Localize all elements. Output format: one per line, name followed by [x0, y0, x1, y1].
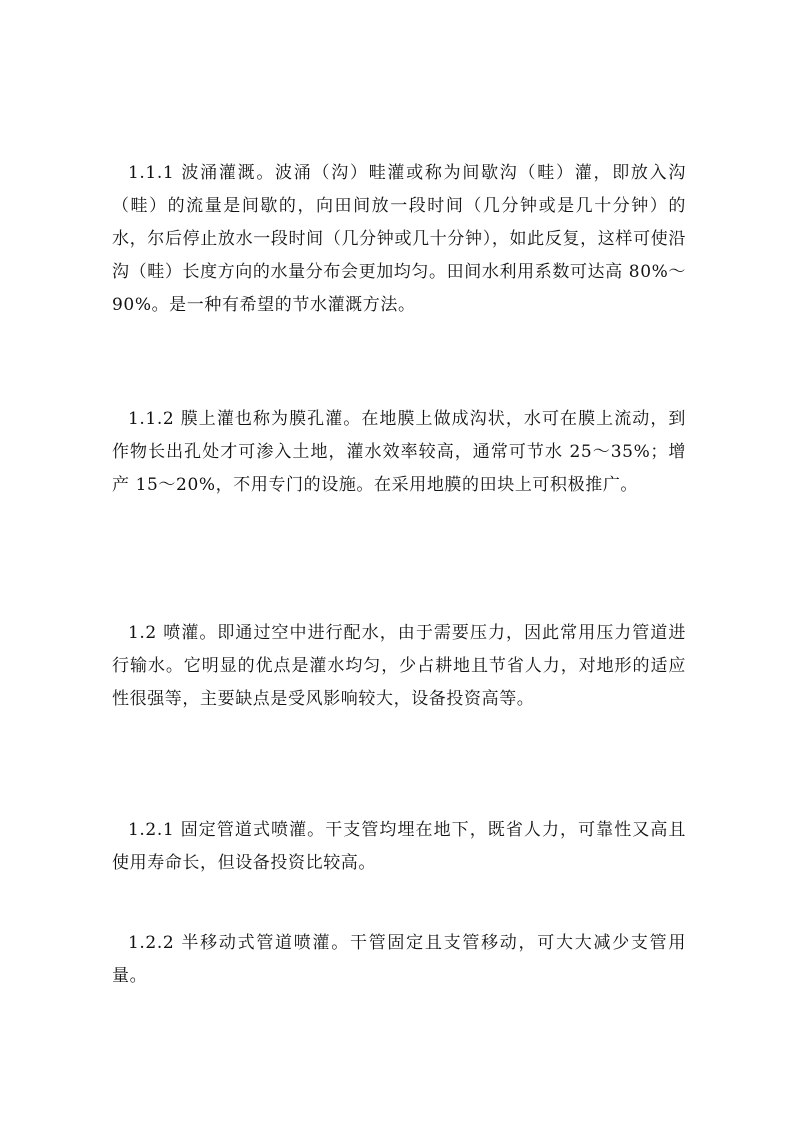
paragraph-1-1-2-film-irrigation: 1.1.2 膜上灌也称为膜孔灌。在地膜上做成沟状，水可在膜上流动，到作物长出孔处才可渗入土地，灌水效率较高，通常可节水 25～35%；增产 15～20%，不用专门的设施。在采用地膜的田块上可积极推广。	[112, 409, 686, 495]
paragraph-1-2-1-fixed-pipe-sprinkler: 1.2.1 固定管道式喷灌。干支管均埋在地下，既省人力，可靠性又高且使用寿命长，但设备投资比较高。	[112, 820, 686, 873]
paragraph-1-2-2-semi-mobile-sprinkler: 1.2.2 半移动式管道喷灌。干管固定且支管移动，可大大减少支管用量。	[112, 933, 686, 986]
paragraph-1-1-1-surge-irrigation: 1.1.1 波涌灌溉。波涌（沟）畦灌或称为间歇沟（畦）灌，即放入沟（畦）的流量是间歇的，向田间放一段时间（几分钟或是几十分钟）的水，尔后停止放水一段时间（几分钟或几十分钟），如此反复，这样可使沿沟（畦）长度方向的水量分布会更加均匀。田间水利用系数可达高 80%～90%。是一种有希望的节水灌溉方法。	[112, 163, 686, 315]
paragraph-1-2-sprinkler-irrigation: 1.2 喷灌。即通过空中进行配水，由于需要压力，因此常用压力管道进行输水。它明显的优点是灌水均匀，少占耕地且节省人力，对地形的适应性很强等，主要缺点是受风影响较大，设备投资高等。	[112, 623, 686, 709]
